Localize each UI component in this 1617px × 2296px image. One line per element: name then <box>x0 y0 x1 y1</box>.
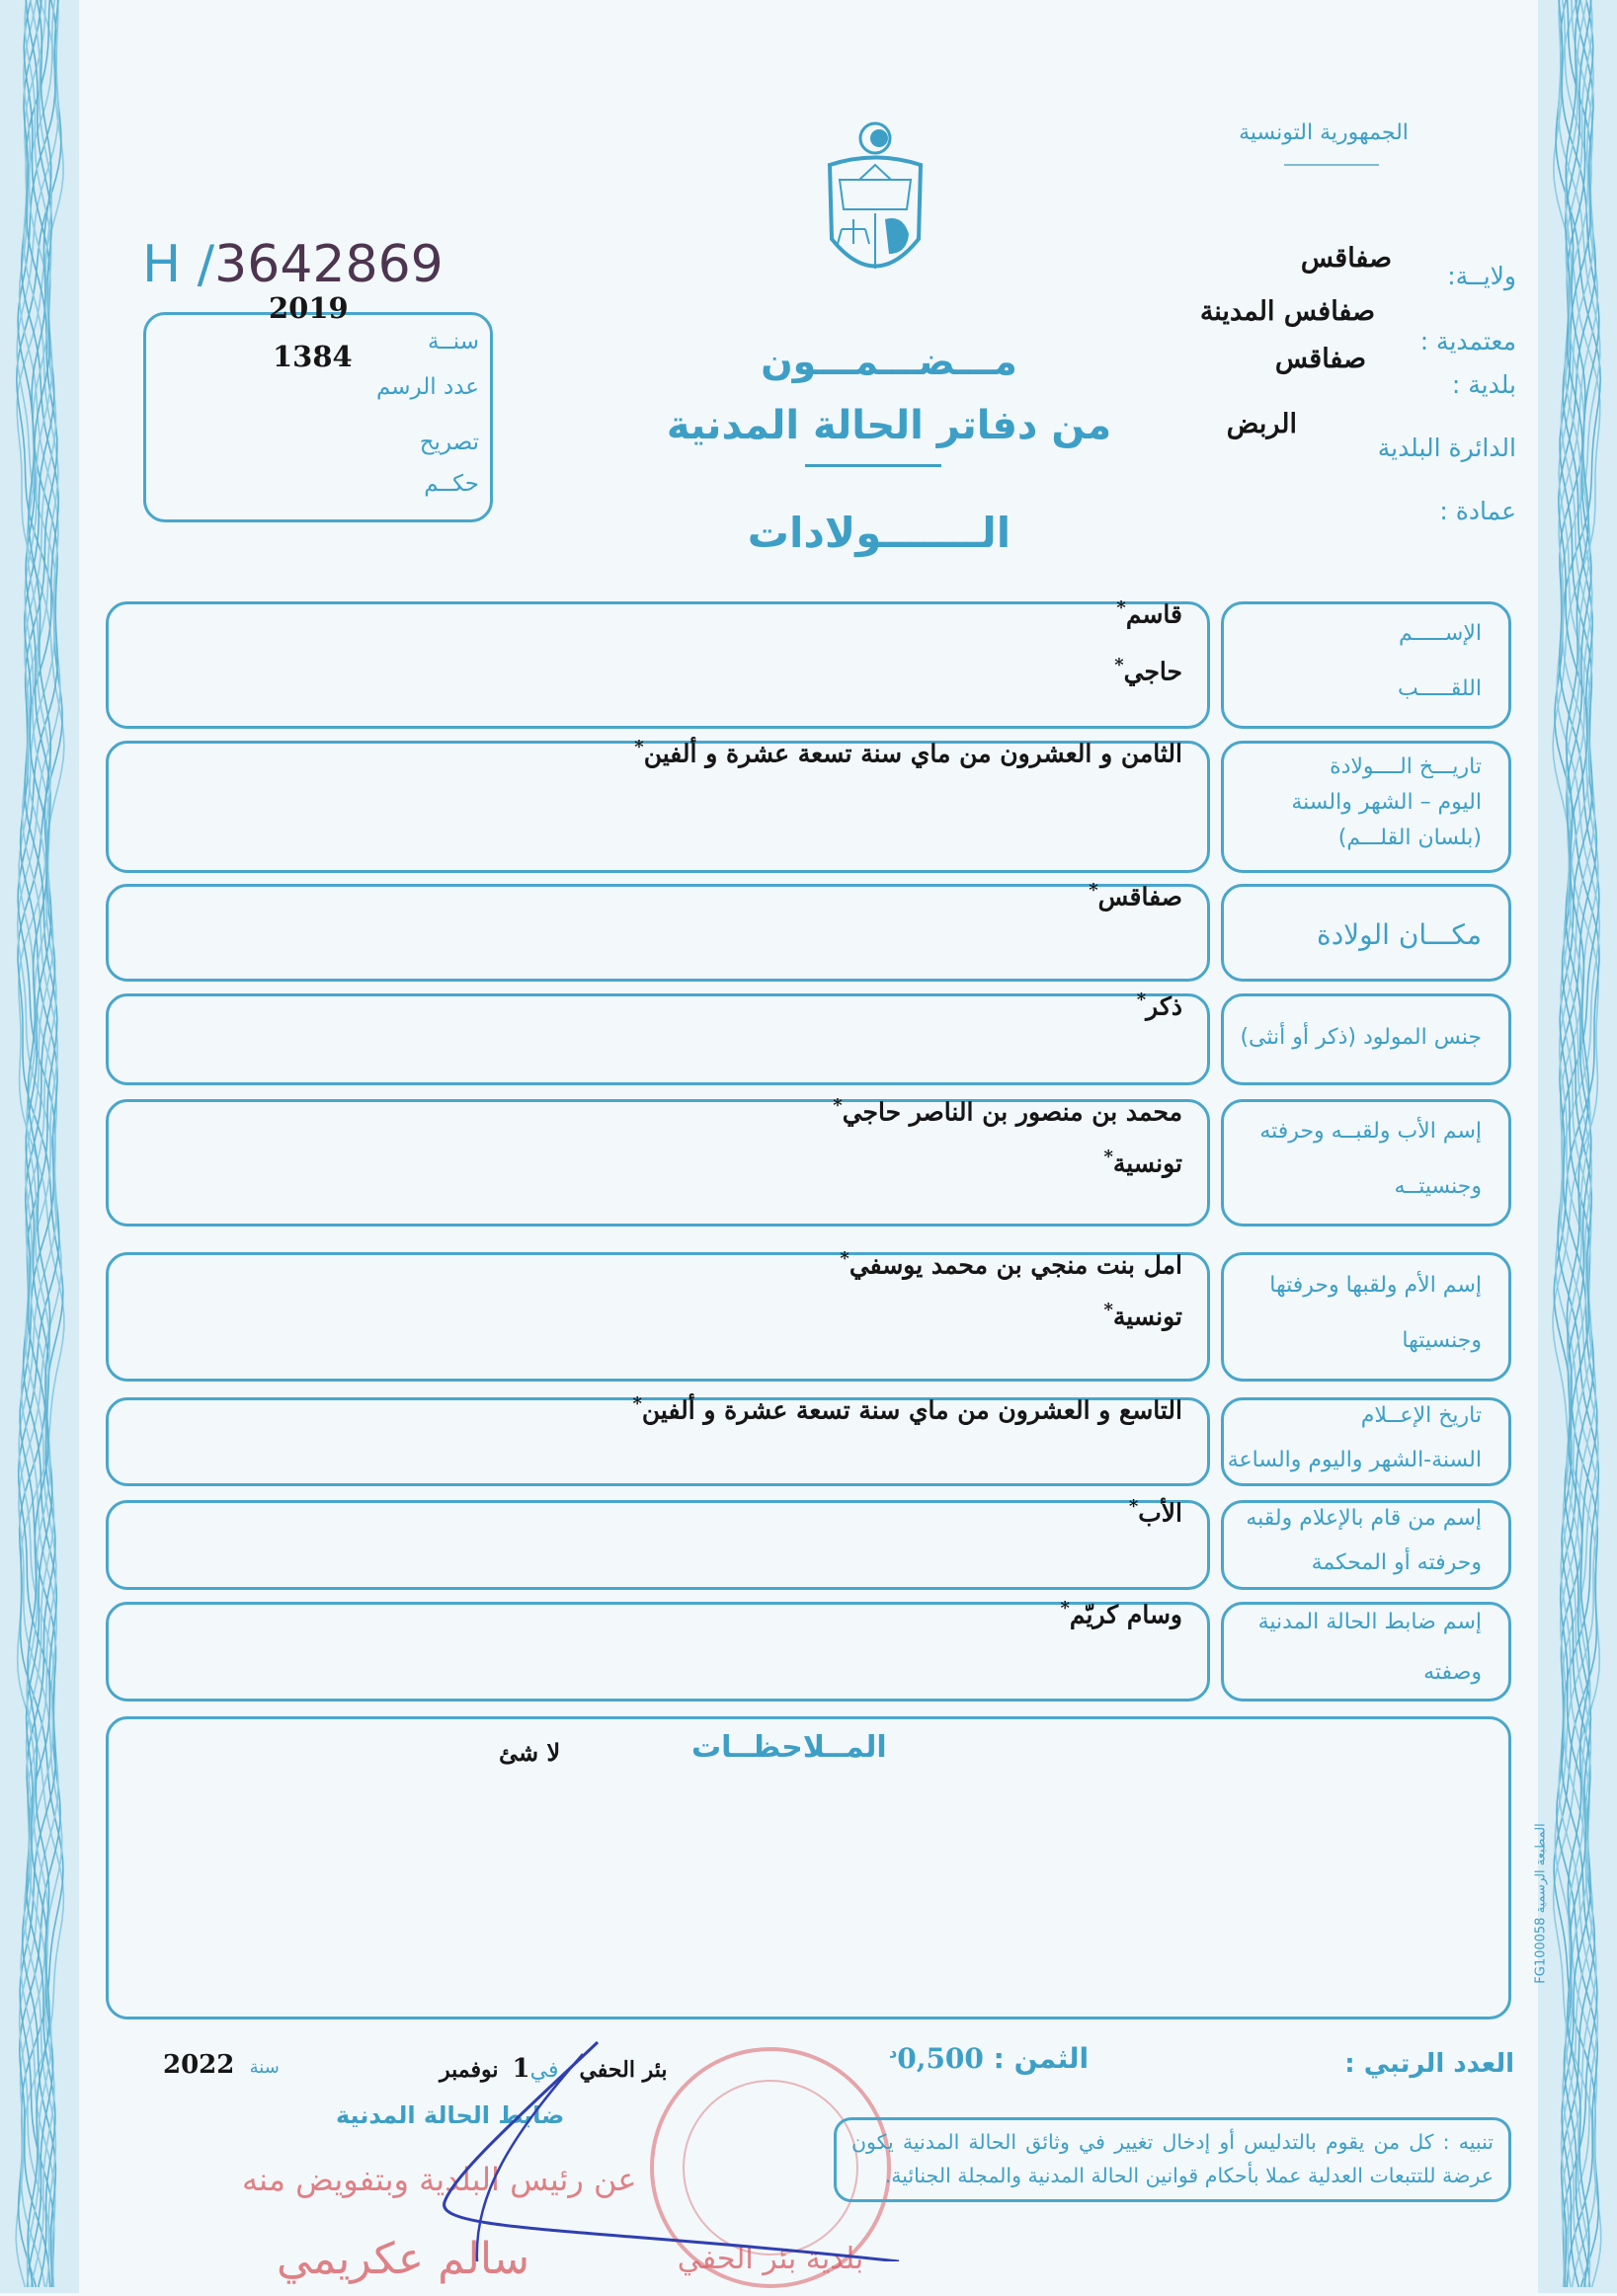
municipality-label: بلدية : <box>1451 370 1516 399</box>
guilloche-border-left <box>0 0 79 2293</box>
officer-title: ضابط الحالة المدنية <box>336 2101 565 2129</box>
price-unit: د <box>889 2042 898 2062</box>
governorate-value: صفاقس <box>1300 243 1392 274</box>
issue-year <box>163 2050 280 2080</box>
asterisk-mark: * <box>1103 1300 1113 1320</box>
value-text: صفاقس <box>1097 882 1182 911</box>
row-birth-date-value <box>634 737 1182 767</box>
asterisk-mark: * <box>1136 990 1147 1010</box>
issue-year-value: 2022 <box>163 2050 235 2080</box>
row-registrar-value-box <box>106 1602 1210 1702</box>
row-name-surname-value-box <box>106 601 1210 729</box>
row-declarant-label: وحرفته أو المحكمة <box>1311 1550 1482 1576</box>
title-line1: مـــضـــمـــون <box>761 340 1017 383</box>
remarks-value: لا شئ <box>499 1738 561 1767</box>
issue-month: نوفمبر <box>440 2057 499 2083</box>
value-text: قاسم <box>1125 599 1182 629</box>
row-declarant-value-box <box>106 1500 1210 1590</box>
row-declarant-value <box>1129 1496 1182 1527</box>
district-label: الدائرة البلدية <box>1377 434 1516 462</box>
value-text: حاجي <box>1123 657 1182 686</box>
serial-digits: 3642869 <box>214 235 444 294</box>
legal-notice: تنبيه : كل من يقوم بالتدليس أو إدخال تغيير في وثائق الحالة المدنية يكون عرضة للتتبعات العدلية عملا بأحكام قوانين الحالة المدنية والمجلة الجنائية. <box>851 2130 1494 2187</box>
row-declaration-date-value <box>632 1393 1182 1424</box>
asterisk-mark: * <box>1089 880 1098 901</box>
seal-text: بلدية بئر الحفي <box>677 2242 864 2276</box>
value-text: الأب <box>1138 1498 1182 1528</box>
row-declaration-date-label: تاريخ الإعــلام <box>1360 1402 1482 1428</box>
remarks-label: المــلاحظــات <box>691 1730 887 1765</box>
value-text: امل بنت منجي بن محمد يوسفي <box>849 1250 1182 1280</box>
price-value: 0,500 <box>897 2042 984 2075</box>
asterisk-mark: * <box>1114 655 1124 675</box>
district-value: الربض <box>1226 409 1297 439</box>
row-father-label: إسم الأب ولقبــه وحرفته <box>1259 1118 1482 1144</box>
value-text: محمد بن منصور بن الناصر حاجي <box>842 1097 1182 1127</box>
row-registrar-value <box>1060 1598 1182 1628</box>
price <box>889 2042 1089 2075</box>
row-declarant-label: إسم من قام بالإعلام ولقبه <box>1246 1505 1482 1531</box>
asterisk-mark: * <box>1128 1496 1139 1517</box>
serial-order-label: العدد الرتبي : <box>1344 2049 1514 2079</box>
row-declaration-date-label: السنة-الشهر واليوم والساعة <box>1227 1447 1482 1472</box>
republic-divider <box>1284 164 1379 166</box>
row-registrar-label: وصفته <box>1423 1659 1482 1685</box>
row-birth-date-label: تاريـــخ الــــولادة <box>1330 754 1482 779</box>
signature <box>296 2034 909 2261</box>
printer-mark: المطبعة الرسمية FG100058 <box>1533 1823 1549 1984</box>
row-name-surname-value <box>1116 597 1182 628</box>
registry-year-value: 2019 <box>269 291 349 325</box>
asterisk-mark: * <box>833 1095 843 1116</box>
row-mother-label: إسم الأم ولقبها وحرفتها <box>1269 1272 1482 1298</box>
row-father-value <box>1103 1147 1182 1177</box>
row-father-value <box>833 1095 1182 1126</box>
row-birth-place-value <box>1089 880 1182 910</box>
delegation-stamp: عن رئيس البلدية وبتفويض منه <box>242 2161 637 2198</box>
municipality-value: صفاقس <box>1274 344 1366 374</box>
price-label: الثمن : <box>993 2042 1090 2075</box>
sector-label: عمادة : <box>1439 497 1516 525</box>
issue-place: بئر الحفي <box>579 2057 668 2083</box>
issue-in-label: في <box>529 2058 559 2083</box>
issue-day: 1 <box>512 2054 530 2084</box>
value-text: ذكر <box>1146 991 1182 1021</box>
registry-record-value: 1384 <box>273 340 353 373</box>
governorate-label: ولايــة: <box>1447 262 1516 290</box>
asterisk-mark: * <box>1060 1598 1070 1619</box>
serial-number <box>142 235 444 294</box>
guilloche-border-right <box>1538 0 1617 2293</box>
delegation-label: معتمدية : <box>1419 327 1516 356</box>
value-text: التاسع و العشرون من ماي سنة تسعة عشرة و ألفين <box>641 1395 1182 1425</box>
issue-year-label: سنة <box>249 2057 280 2078</box>
title-line2: من دفاتر الحالة المدنية <box>666 403 1112 448</box>
asterisk-mark: * <box>634 737 644 757</box>
row-registrar-label: إسم ضابط الحالة المدنية <box>1257 1610 1482 1635</box>
registry-declaration-label: تصريح <box>419 430 479 455</box>
row-sex-value <box>1137 990 1182 1020</box>
asterisk-mark: * <box>632 1393 642 1414</box>
row-mother-value <box>1103 1300 1182 1330</box>
title-underline <box>805 464 941 467</box>
row-name-surname-label: الإســـــم <box>1399 620 1482 646</box>
value-text: وسام كريّم <box>1069 1600 1182 1629</box>
value-text: تونسية <box>1112 1148 1182 1178</box>
registry-year-label: سنــة <box>427 329 479 355</box>
asterisk-mark: * <box>1103 1147 1113 1167</box>
republic-title: الجمهورية التونسية <box>1239 120 1409 145</box>
row-birth-date-label: اليوم – الشهر والسنة <box>1291 790 1482 815</box>
row-name-surname-value <box>1114 655 1182 685</box>
registry-record-label: عدد الرسم <box>375 374 479 400</box>
row-birth-date-label: (بلسان القلـــم) <box>1337 826 1482 850</box>
coat-of-arms-emblem <box>820 120 930 288</box>
signatory-name-stamp: سالم عكريمي <box>277 2234 530 2284</box>
row-birth-place-value-box <box>106 884 1210 982</box>
serial-prefix: H / <box>142 235 215 294</box>
value-text: تونسية <box>1112 1302 1182 1331</box>
row-mother-value <box>840 1248 1182 1279</box>
row-sex-value-box <box>106 993 1210 1085</box>
value-text: الثامن و العشرون من ماي سنة تسعة عشرة و ألفين <box>643 739 1182 768</box>
delegation-value: صفافس المدينة <box>1199 296 1375 327</box>
row-mother-label: وجنسيتها <box>1402 1327 1482 1353</box>
asterisk-mark: * <box>840 1248 849 1269</box>
row-name-surname-label: اللقـــــب <box>1397 675 1482 701</box>
section-title: الـــــــولادات <box>747 509 1011 557</box>
row-sex-label: جنس المولود (ذكر أو أنثى) <box>1240 1024 1482 1050</box>
row-father-label: وجنسيتــه <box>1394 1173 1482 1199</box>
row-birth-place-label: مكـــان الولادة <box>1317 917 1482 951</box>
registry-judgment-label: حكــم <box>424 471 479 497</box>
asterisk-mark: * <box>1116 597 1126 618</box>
